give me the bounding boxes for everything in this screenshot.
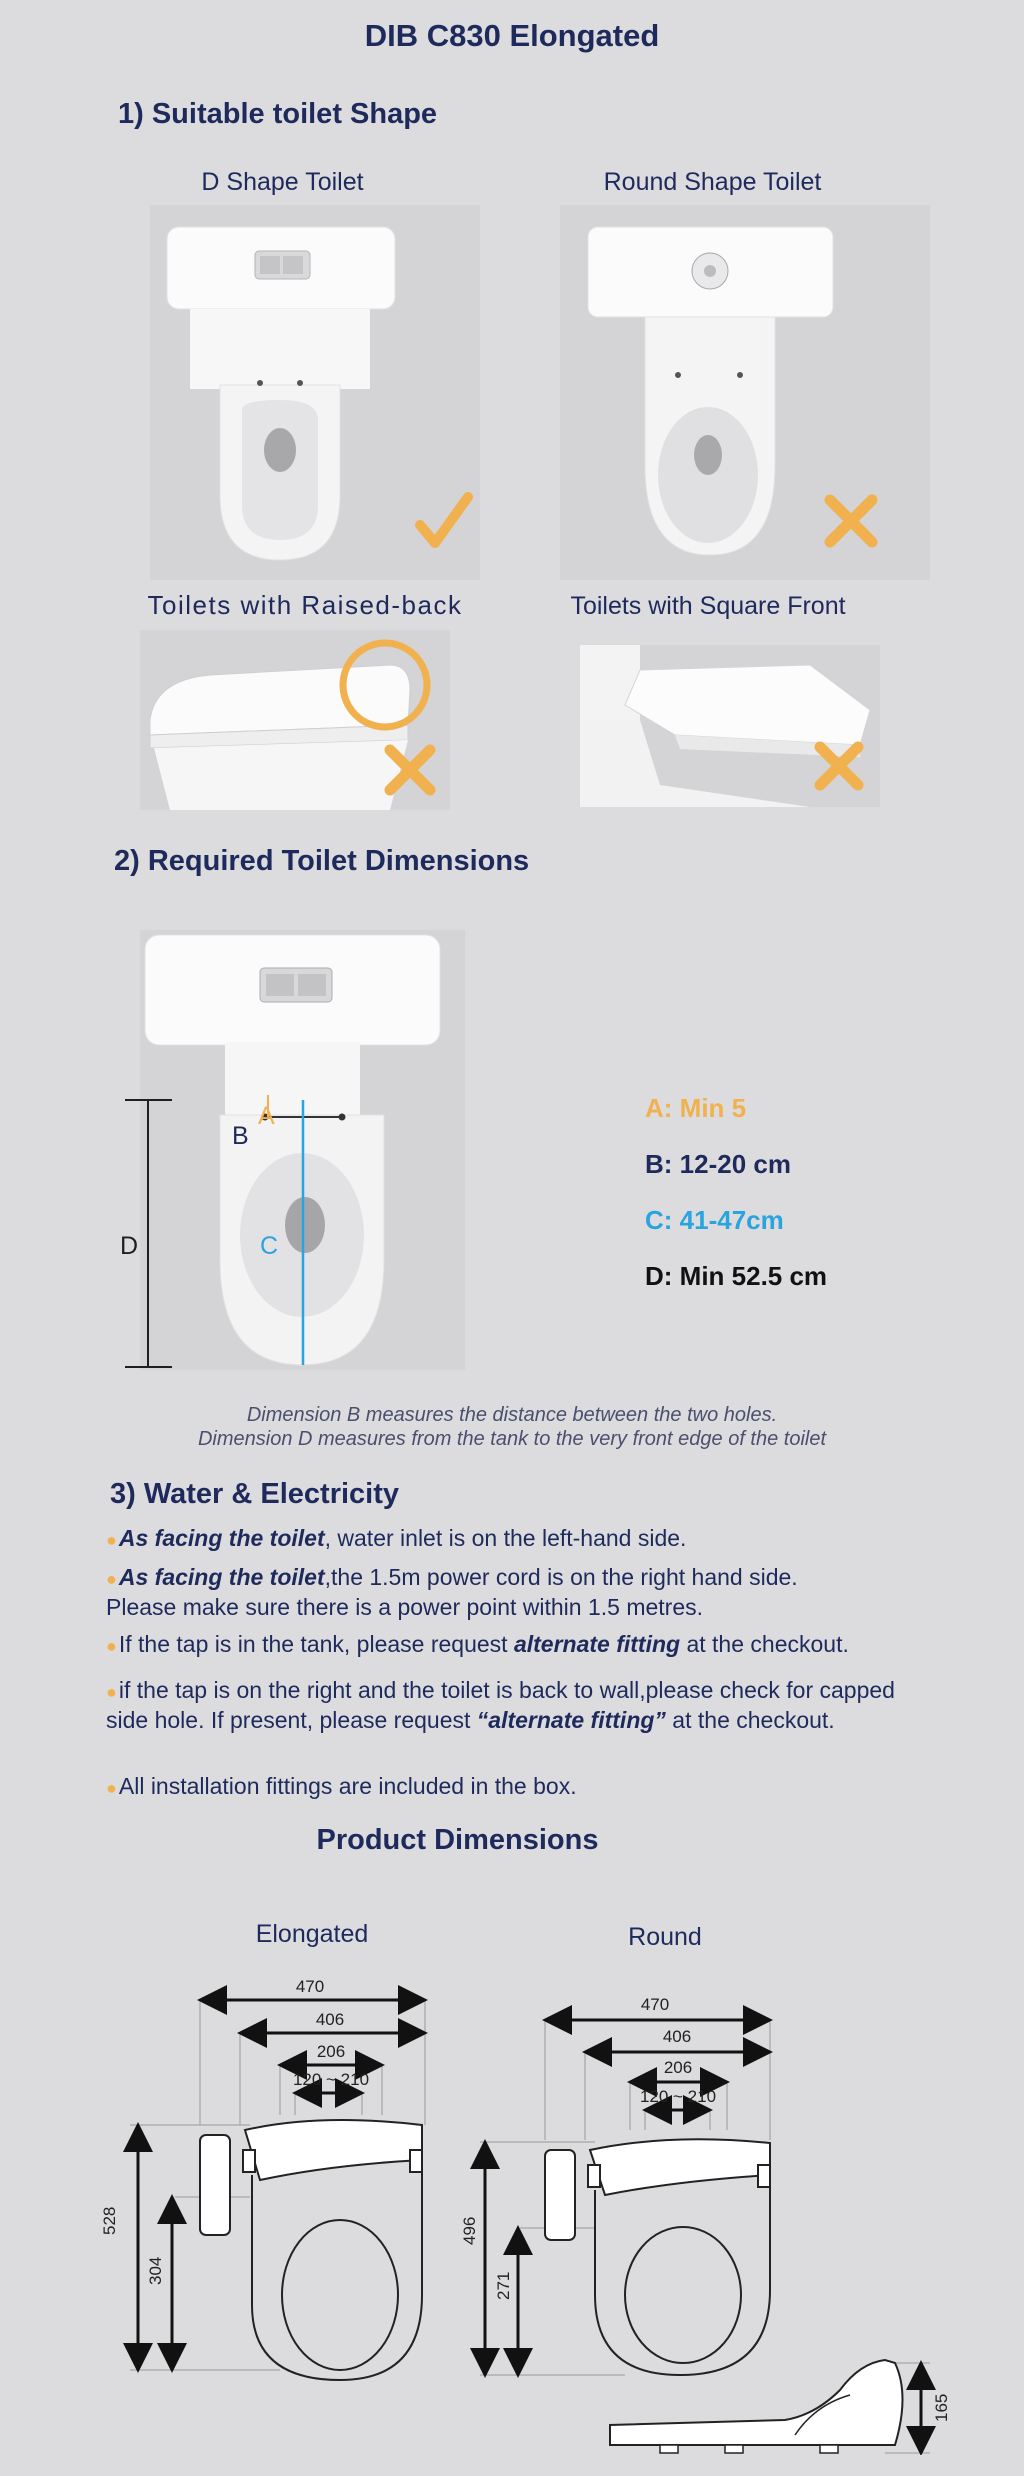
section1-heading: 1) Suitable toilet Shape [118, 98, 438, 130]
raised-back-label: Toilets with Raised-back [147, 590, 463, 620]
bullet-text: at the checkout. [680, 1631, 849, 1657]
elongated-width-406: 406 [315, 2010, 345, 2029]
round-label: Round [628, 1923, 702, 1951]
product-dimensions-heading: Product Dimensions [316, 1824, 599, 1856]
marker-b: B [232, 1122, 249, 1150]
square-front-toilet-image [580, 645, 880, 807]
d-shape-toilet-image [150, 205, 480, 580]
elongated-height-528: 528 [100, 2206, 119, 2235]
elongated-height-304: 304 [146, 2256, 165, 2285]
note-dimension-d: Dimension D measures from the tank to the very front edge of the toilet [197, 1428, 827, 1450]
bullet-fittings: ●All installation fittings are included in the box. [106, 1773, 577, 1799]
bullet-text: Please make sure there is a power point within 1.5 metres. [106, 1594, 704, 1620]
bullet-text: , water inlet is on the left-hand side. [324, 1525, 687, 1551]
marker-a: A [258, 1102, 275, 1130]
elongated-label: Elongated [255, 1920, 369, 1948]
bullet-text: ,the 1.5m power cord is on the right hand side. [324, 1564, 798, 1590]
emphasis: “alternate fitting” [476, 1707, 666, 1733]
bullet-power-cord: ●As facing the toilet,the 1.5m power cord is on the right hand side. Please make sure there is a power point within 1.5 metres. [106, 1564, 798, 1620]
round-width-470: 470 [640, 1995, 670, 2014]
section2-heading: 2) Required Toilet Dimensions [114, 845, 530, 877]
elongated-width-206: 206 [316, 2042, 346, 2061]
bullet-water-inlet: ●As facing the toilet, water inlet is on the left-hand side. [106, 1525, 687, 1551]
elongated-drawing [100, 1965, 450, 2385]
d-shape-label: D Shape Toilet [201, 168, 364, 196]
round-shape-toilet-image [560, 205, 930, 580]
bullet-text: if the tap is on the right and the toilet is back to wall,please check for capped side hole. If present, please request [106, 1677, 895, 1733]
elongated-width-120-210: 120 ~ 210 [292, 2070, 370, 2089]
emphasis: As facing the toilet [118, 1564, 325, 1590]
cross-icon [830, 500, 872, 542]
round-width-206: 206 [663, 2058, 693, 2077]
bullet-text: All installation fittings are included in the box. [118, 1773, 577, 1799]
round-width-406: 406 [662, 2027, 692, 2046]
marker-d: D [120, 1232, 139, 1260]
dim-d: D: Min 52.5 cm [645, 1261, 828, 1291]
dim-a: A: Min 5 [645, 1093, 747, 1123]
bullet-text: at the checkout. [665, 1707, 835, 1733]
dim-c: C: 41-47cm [645, 1205, 784, 1235]
round-height-496: 496 [460, 2216, 479, 2245]
elongated-width-470: 470 [295, 1977, 325, 1996]
bullet-tap-right: ●if the tap is on the right and the toilet is back to wall,please check for capped side hole. If present, please request “alternate fitting” at the checkout. [106, 1677, 895, 1733]
round-drawing [455, 1985, 955, 2455]
note-dimension-b: Dimension B measures the distance between the two holes. [246, 1404, 778, 1426]
section3-heading: 3) Water & Electricity [110, 1478, 400, 1510]
marker-c: C [260, 1232, 279, 1260]
page-title: DIB C830 Elongated [364, 18, 660, 53]
round-width-120-210: 120 ~ 210 [639, 2087, 717, 2106]
square-front-label: Toilets with Square Front [570, 592, 846, 620]
emphasis: As facing the toilet [118, 1525, 325, 1551]
check-icon [420, 497, 468, 543]
round-shape-label: Round Shape Toilet [603, 168, 822, 196]
round-height-271: 271 [494, 2271, 513, 2300]
bullet-text: If the tap is in the tank, please request [118, 1631, 514, 1657]
bullet-tap-in-tank: ●If the tap is in the tank, please request alternate fitting at the checkout. [106, 1631, 849, 1657]
raised-back-toilet-image [140, 630, 450, 810]
emphasis: alternate fitting [513, 1631, 681, 1657]
dim-b: B: 12-20 cm [645, 1149, 791, 1179]
round-side-height-165: 165 [932, 2393, 951, 2422]
